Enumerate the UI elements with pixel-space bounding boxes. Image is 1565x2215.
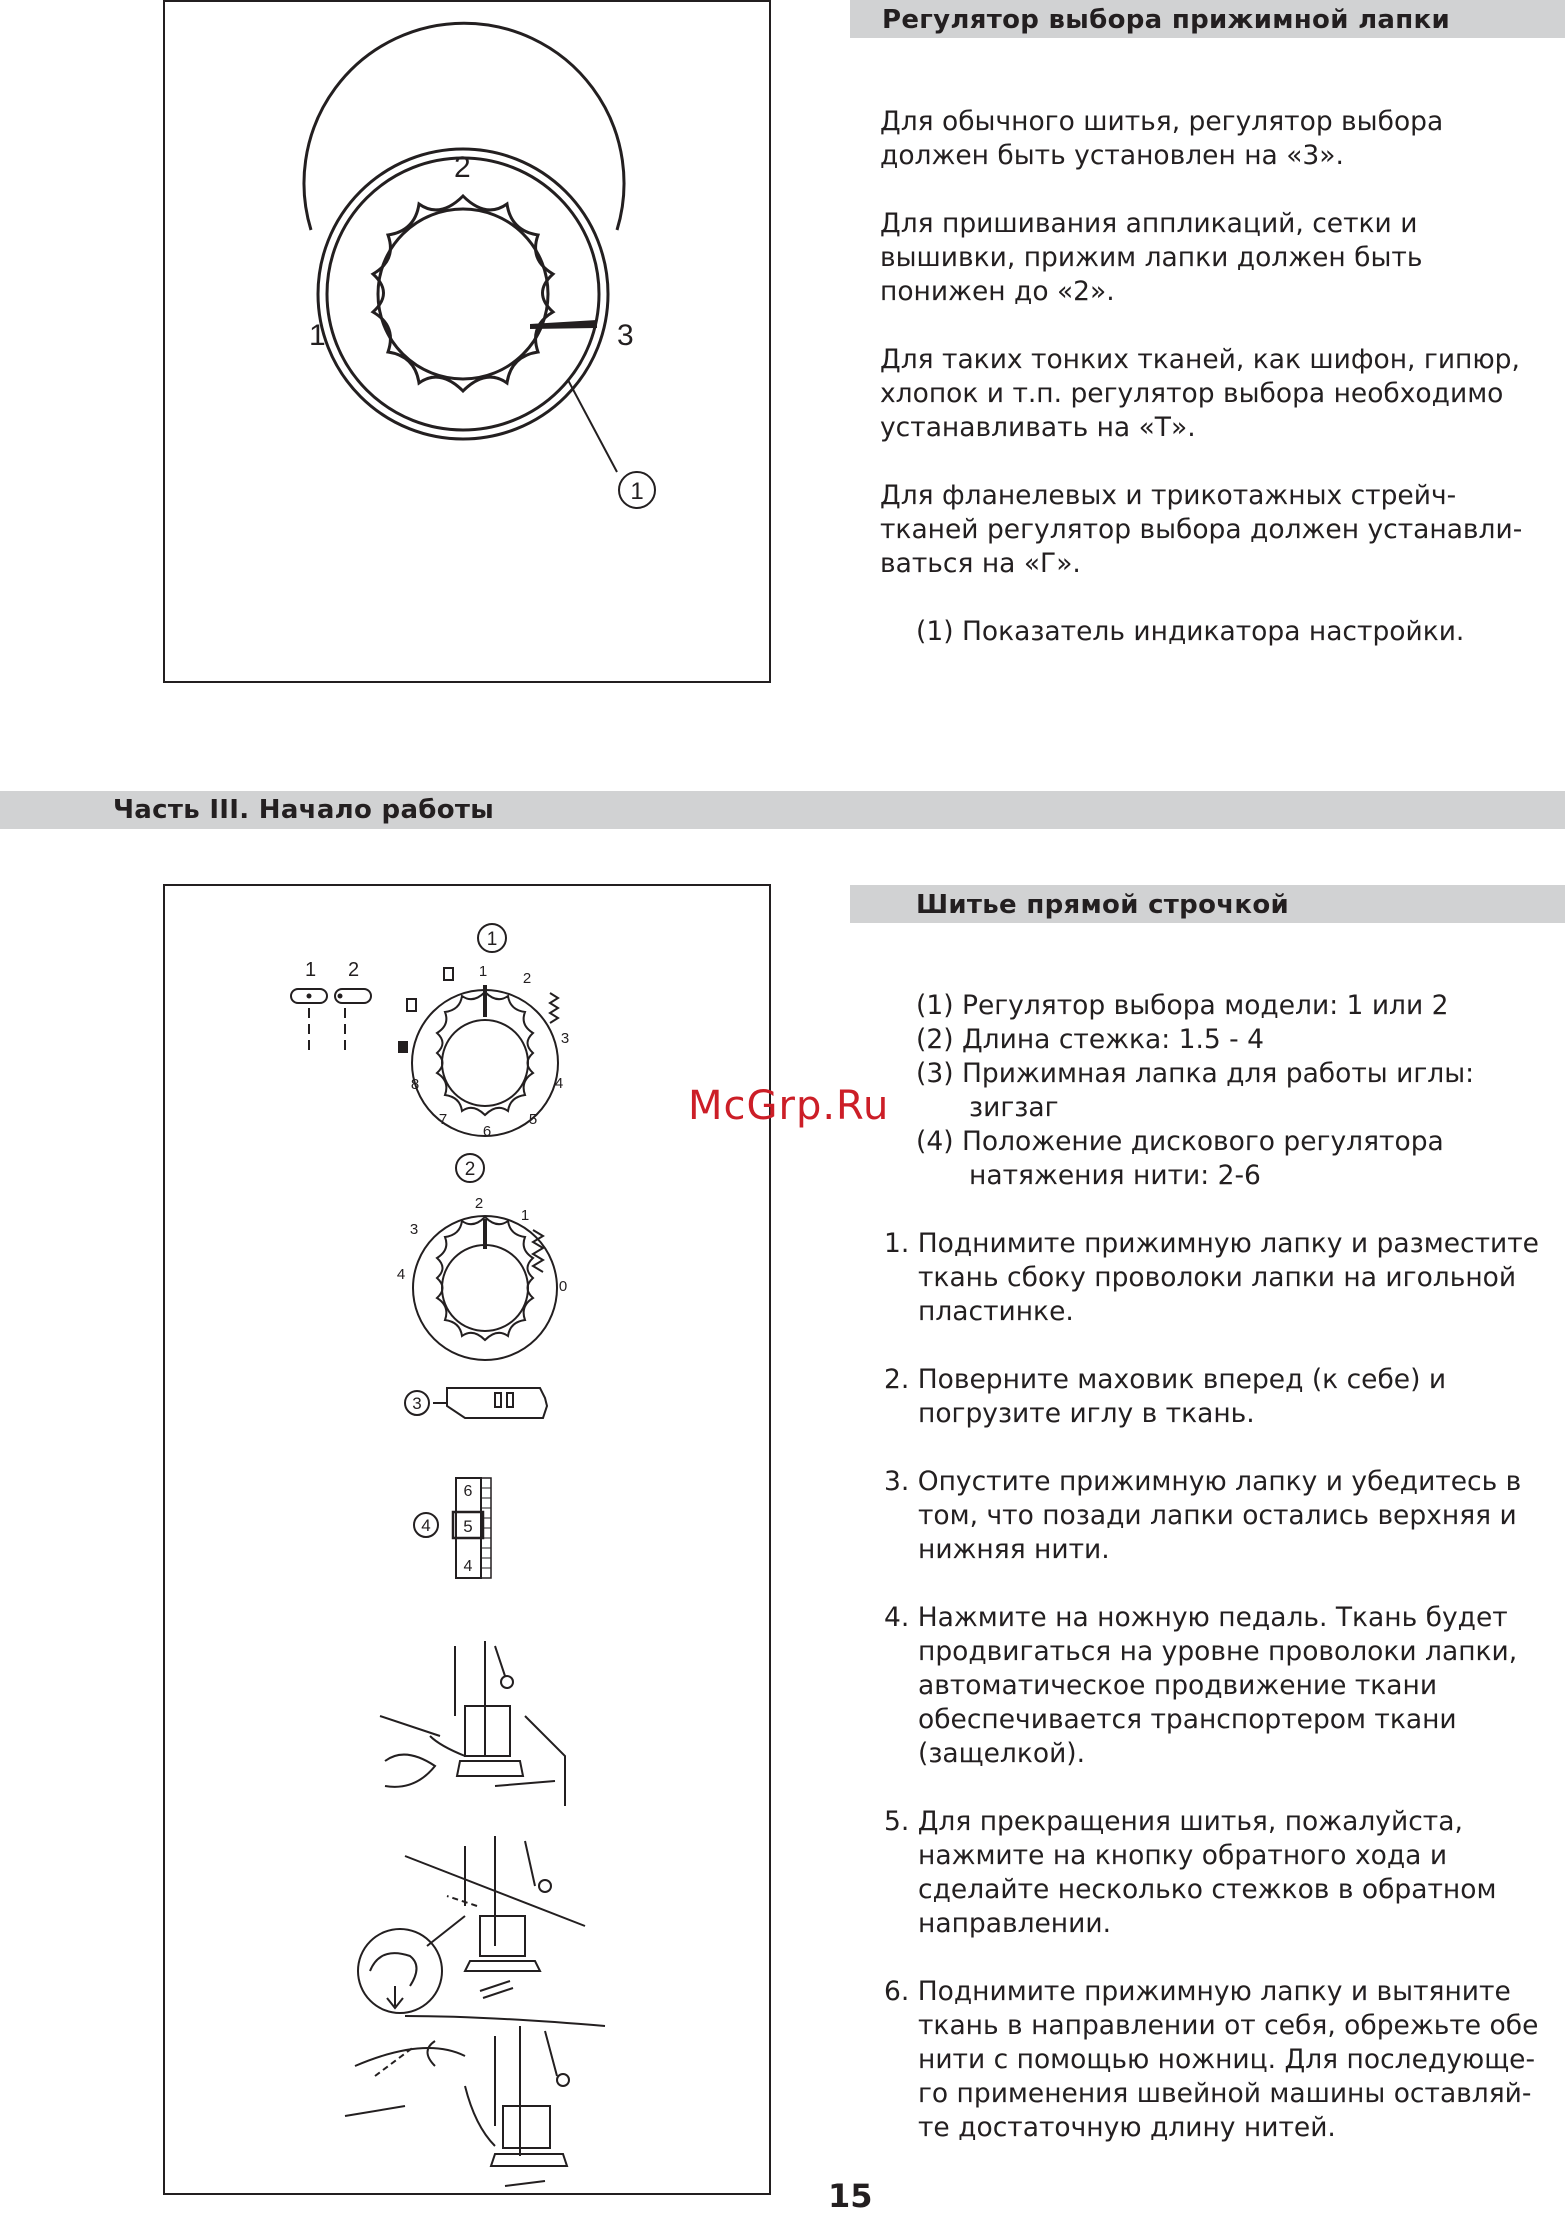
- svg-text:4: 4: [396, 1266, 406, 1283]
- svg-text:4: 4: [463, 1558, 473, 1575]
- svg-text:1: 1: [486, 929, 498, 950]
- zigzag-presser-foot-icon: [433, 1388, 547, 1418]
- pattern-selector-dial: [398, 963, 569, 1140]
- step-6: 6. Поднимите прижимную лапку и вытяните ткань в направлении от себя, обрежьте обе нити с помощью ножниц. Для последующе- го применения швейной машины оставляй- те достаточную длину нитей.: [884, 1976, 1539, 2143]
- stitch-length-dial: [397, 1195, 567, 1360]
- svg-text:4: 4: [421, 1516, 431, 1535]
- svg-text:2: 2: [474, 1195, 484, 1212]
- top-note: (1) Показатель индикатора настройки.: [916, 616, 1465, 647]
- step-3: 3. Опустите прижимную лапку и убедитесь в том, что позади лапки остались верхняя и нижняя нити.: [884, 1466, 1522, 1565]
- svg-text:2: 2: [522, 970, 532, 987]
- page-number: 15: [828, 2177, 873, 2215]
- svg-text:3: 3: [560, 1030, 570, 1047]
- presser-dial-figure-frame: [163, 0, 771, 683]
- sewing-step-illustration-1: [380, 1641, 565, 1806]
- callout-number: 1: [630, 478, 644, 505]
- dial-knob-scallop: [373, 196, 553, 391]
- section-title: Регулятор выбора прижимной лапки: [882, 5, 1450, 35]
- top-paragraph-4: Для фланелевых и трикотажных стрейч- тканей регулятор выбора должен устанавли- ваться на «Г».: [880, 480, 1523, 579]
- top-paragraph-3: Для таких тонких тканей, как шифон, гипюр, хлопок и т.п. регулятор выбора необходимо устанавливать на «Т».: [880, 344, 1520, 443]
- needle-position-1-label: 1: [305, 959, 317, 981]
- dial-label-1: 1: [309, 319, 326, 352]
- svg-text:4: 4: [554, 1075, 564, 1092]
- settings-list: (1) Регулятор выбора модели: 1 или 2 (2) Длина стежка: 1.5 - 4 (3) Прижимная лапка для работы иглы: зигзаг (4) Положение дискового регулятора натяжения нити: 2-6: [916, 990, 1475, 1191]
- straight-stitch-illustration: [165, 886, 769, 2193]
- straight-stitch-figure-frame: [163, 884, 771, 2195]
- part-header-title: Часть III. Начало работы: [113, 795, 495, 825]
- step-1: 1. Поднимите прижимную лапку и разместите ткань сбоку проволоки лапки на игольной пластинке.: [884, 1228, 1539, 1327]
- dial-outer-ring: [318, 149, 608, 439]
- top-paragraph-1: Для обычного шитья, регулятор выбора должен быть установлен на «3».: [880, 106, 1444, 171]
- callout-leader-line: [568, 380, 617, 472]
- needle-position-2-label: 2: [348, 959, 360, 981]
- section-title-2: Шитье прямой строчкой: [916, 890, 1290, 920]
- svg-text:6: 6: [463, 1483, 473, 1500]
- step-4: 4. Нажмите на ножную педаль. Ткань будет продвигаться на уровне проволоки лапки, автоматическое продвижение ткани обеспечивается транспортером ткани (защелкой).: [884, 1602, 1518, 1769]
- presser-dial-illustration: [165, 2, 769, 683]
- step-5: 5. Для прекращения шитья, пожалуйста, нажмите на кнопку обратного хода и сделайте несколько стежков в обратном направлении.: [884, 1806, 1497, 1939]
- watermark: McGrp.Ru: [688, 1083, 890, 1129]
- dial-label-3: 3: [617, 319, 634, 352]
- sewing-step-illustration-3: [345, 2016, 605, 2186]
- top-paragraph-2: Для пришивания аппликаций, сетки и вышивки, прижим лапки должен быть понижен до «2».: [880, 208, 1423, 307]
- svg-text:6: 6: [482, 1123, 492, 1140]
- svg-text:5: 5: [528, 1111, 538, 1128]
- svg-text:0: 0: [558, 1278, 568, 1295]
- svg-text:2: 2: [464, 1159, 476, 1180]
- svg-text:5: 5: [463, 1517, 473, 1536]
- svg-text:1: 1: [478, 963, 488, 980]
- svg-text:3: 3: [409, 1221, 419, 1238]
- sewing-step-illustration-2: [358, 1836, 585, 2013]
- svg-text:1: 1: [520, 1207, 530, 1224]
- svg-text:8: 8: [410, 1076, 420, 1093]
- svg-text:3: 3: [412, 1394, 422, 1413]
- thread-tension-scale-icon: [453, 1478, 491, 1578]
- step-2: 2. Поверните маховик вперед (к себе) и погрузите иглу в ткань.: [884, 1364, 1447, 1429]
- dial-knob-center: [378, 209, 548, 379]
- svg-text:7: 7: [438, 1111, 448, 1128]
- dial-label-2: 2: [454, 151, 471, 184]
